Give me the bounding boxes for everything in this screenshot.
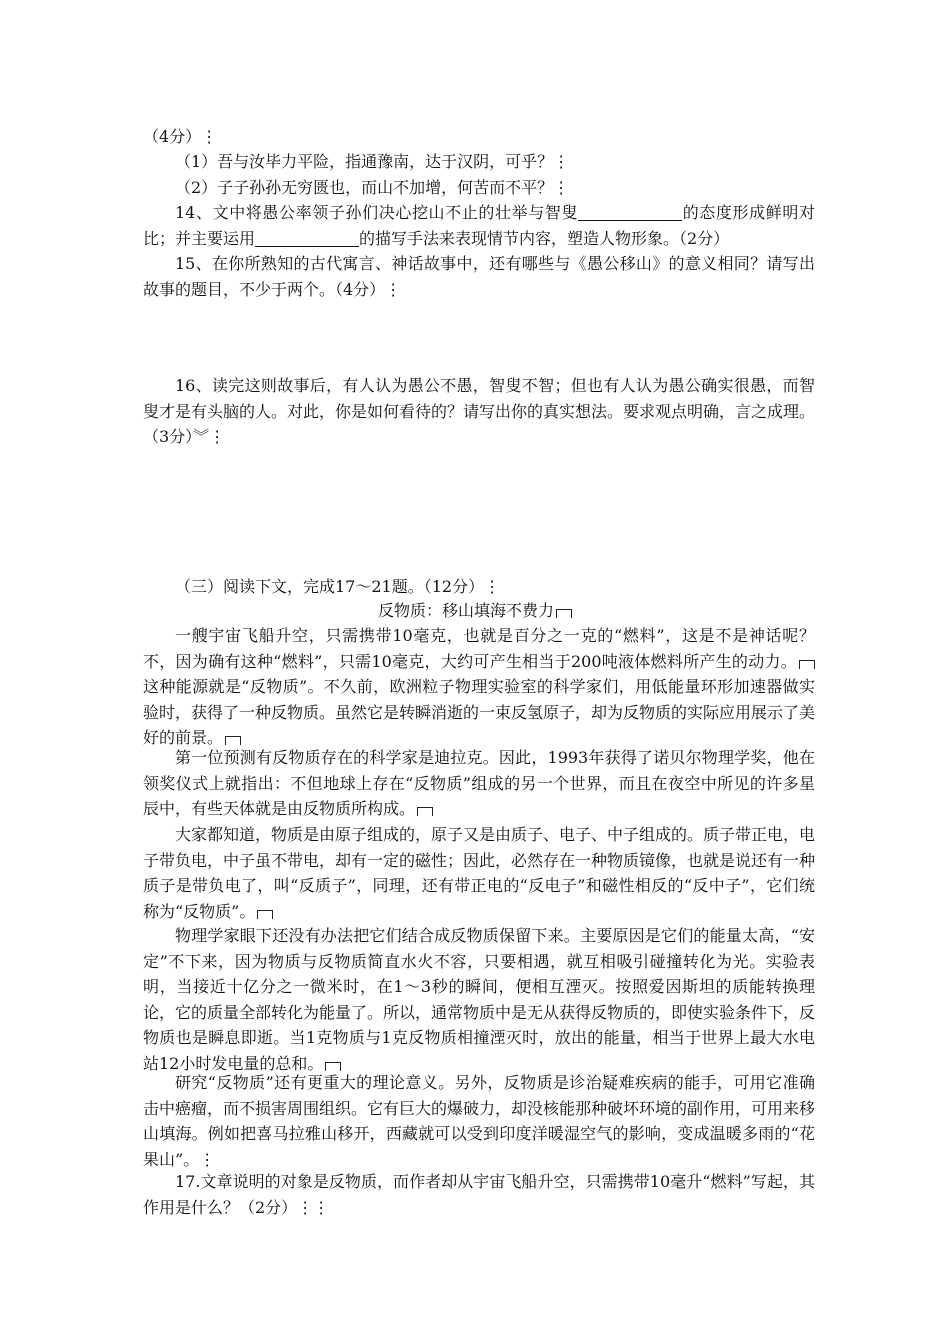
answer-blank-2[interactable] [255, 230, 359, 247]
question-13-item-1: （1）吾与汝毕力平险，指通豫南，达于汉阴，可乎？⋮ [175, 152, 570, 171]
paragraph-4-text: 物理学家眼下还没有办法把它们结合成反物质保留下来。主要原因是它们的能量太高，“安定”不下来，因为物质与反物质简直水火不容，只要相遇，就互相吸引碰撞转化为光。实验表明，当接近十亿分之一微米时，在1～3秒的瞬间，便相互湮灭。按照爱因斯坦的质能转换理论，它的质量全部转化为能量了。所以，通常物质中是无从获得反物质的，即使实验条件下，反物质也是瞬息即逝。当1克物质与1克反物质相撞湮灭时，放出的能量，相当于世界上最大水电站12小时发电量的总和。 [143, 926, 816, 1073]
answer-blank-1[interactable] [578, 204, 682, 221]
question-14-text-c: 的描写手法来表现情节内容，塑造人物形象。（2分） [359, 228, 730, 248]
section-3-heading: （三）阅读下文，完成17～21题。（12分）⋮ [175, 577, 501, 596]
question-13-item-2: （2）子子孙孙无穷匮也，而山不加增，何苦而不平？⋮ [175, 178, 570, 197]
paragraph-mark-icon [417, 807, 433, 816]
question-15: 15、在你所熟知的古代寓言、神话故事中，还有哪些与《愚公移山》的意义相同？请写出故事的题目，不少于两个。（4分）⋮ [143, 254, 815, 299]
question-16: 16、读完这则故事后，有人认为愚公不愚，智叟不智；但也有人认为愚公确实很愚，而智叟才是有头脑的人。对此，你是如何看待的？请写出你的真实想法。要求观点明确，言之成理。（3分）︾⋮ [143, 376, 816, 446]
paragraph-1-part-a: 一艘宇宙飞船升空，只需携带10毫克，也就是百分之一克的“燃料”，这是不是神话呢？不，因为确有这种“燃料”，只需10毫克，大约可产生相当于200吨液体燃料所产生的动力。 [143, 626, 815, 671]
article-paragraph-2 [143, 745, 815, 822]
question-17: 17.文章说明的对象是反物质，而作者却从宇宙飞船升空，只需携带10毫升“燃料”写起，其作用是什么？（2分）⋮⋮ [143, 1172, 815, 1217]
article-paragraph-4 [143, 923, 815, 1076]
article-paragraph-1 [143, 623, 815, 751]
article-paragraph-5: 研究“反物质”还有更重大的理论意义。另外，反物质是诊治疑难疾病的能手，可用它准确击中癌瘤，而不损害周围组织。它有巨大的爆破力，却没核能那种破坏环境的副作用，可用来移山填海。例如把喜马拉雅山移开，西藏就可以受到印度洋暖湿空气的影响，变成温暖多雨的“花果山”。⋮ [143, 1073, 816, 1169]
question-14-text-b: 的态度形成鲜明对比；并主要运用 [143, 203, 815, 248]
article-title [0, 598, 950, 623]
score-note: （4分）⋮ [143, 127, 218, 146]
paragraph-2-text: 第一位预测有反物质存在的科学家是迪拉克。因此，1993年获得了诺贝尔物理学奖，他在领奖仪式上就指出：不但地球上存在“反物质”组成的另一个世界，而且在夜空中所见的许多星辰中，有些天体就是由反物质所构成。 [143, 748, 815, 818]
article-title-text: 反物质：移山填海不费力 [377, 601, 554, 620]
paragraph-mark-icon [257, 910, 273, 919]
paragraph-3-text: 大家都知道，物质是由原子组成的，原子又是由质子、电子、中子组成的。质子带正电，电子带负电，中子虽不带电，却有一定的磁性；因此，必然存在一种物质镜像，也就是说还有一种质子是带负电了，叫“反质子”，同理，还有带正电的“反电子”和磁性相反的“反中子”，它们统称为“反物质”。 [143, 825, 816, 921]
question-14 [143, 200, 815, 251]
paragraph-1-part-b: 这种能源就是“反物质”。不久前，欧洲粒子物理实验室的科学家们，用低能量环形加速器做实验时，获得了一种反物质。虽然它是转瞬消逝的一束反氢原子，却为反物质的实际应用展示了美好的前景。 [143, 677, 816, 747]
paragraph-mark-icon [799, 660, 815, 669]
article-paragraph-3 [143, 822, 815, 924]
paragraph-mark-icon [225, 736, 241, 745]
paragraph-mark-icon [556, 609, 572, 618]
question-14-text-a: 14、文中将愚公率领子孙们决心挖山不止的壮举与智叟 [175, 203, 579, 222]
